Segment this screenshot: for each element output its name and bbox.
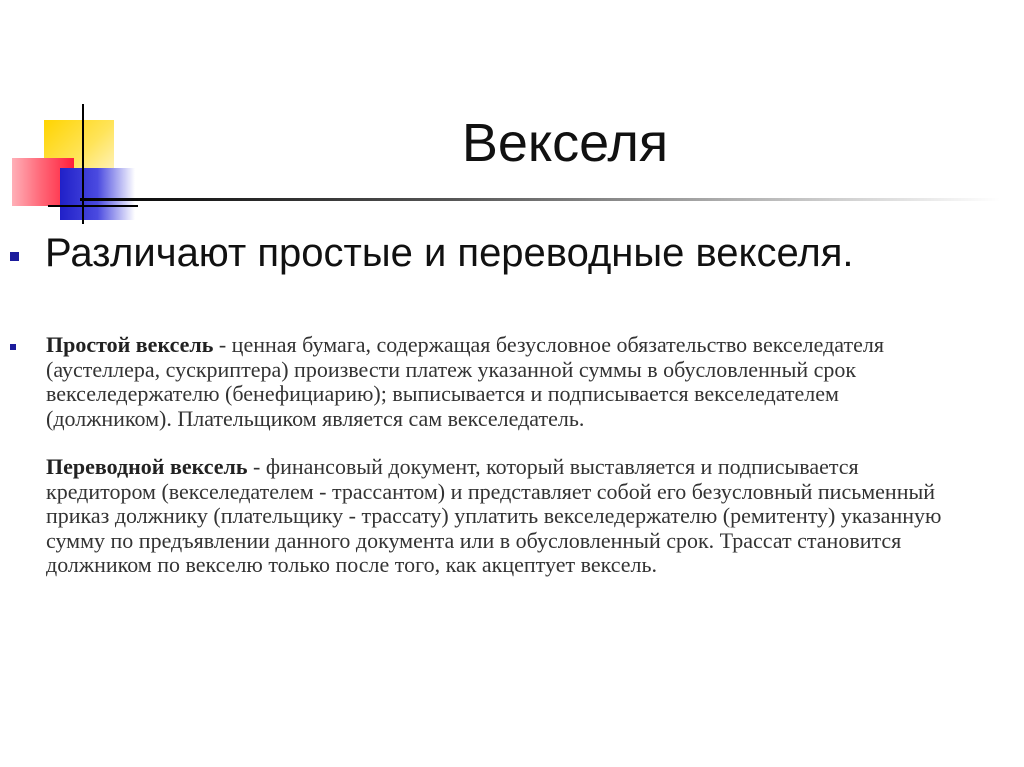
definition-paragraph: [46, 333, 970, 431]
square-bullet-icon: [10, 252, 19, 261]
slide-title: Векселя: [461, 113, 669, 173]
blue-square: [60, 168, 135, 220]
definition-term: Переводной вексель: [46, 454, 248, 479]
definitions-bullet: [10, 333, 970, 578]
definition-term: Простой вексель: [46, 332, 214, 357]
logo-horizontal-line: [48, 205, 138, 207]
square-bullet-icon: [10, 344, 16, 350]
title-rule: [80, 198, 1000, 201]
heading-text: Различают простые и переводные векселя.: [45, 231, 854, 275]
definition-paragraph: [46, 455, 970, 578]
definition-text: - ценная бумага, содержащая безусловное обязательство векселедателя (аустеллера, сускриптера) произвести платеж указанной суммы в обусловленный срок векселедержателю (бенефициарию); выписывается и подписывается векселедателем (должником). Плательщиком является сам векселедатель.: [46, 332, 884, 431]
definitions-body: [46, 333, 970, 578]
heading-bullet: [10, 226, 990, 280]
definition-text: - финансовый документ, который выставляется и подписывается кредитором (векселедателем - трассантом) и представляет собой его безусловный письменный приказ должнику (плательщику - трассату) уплатить векселедержателю (ремитенту) указанную сумму по предъявлении данного документа или в обусловленный срок. Трассат становится должником по векселю только после того, как акцептует вексель.: [46, 454, 942, 577]
